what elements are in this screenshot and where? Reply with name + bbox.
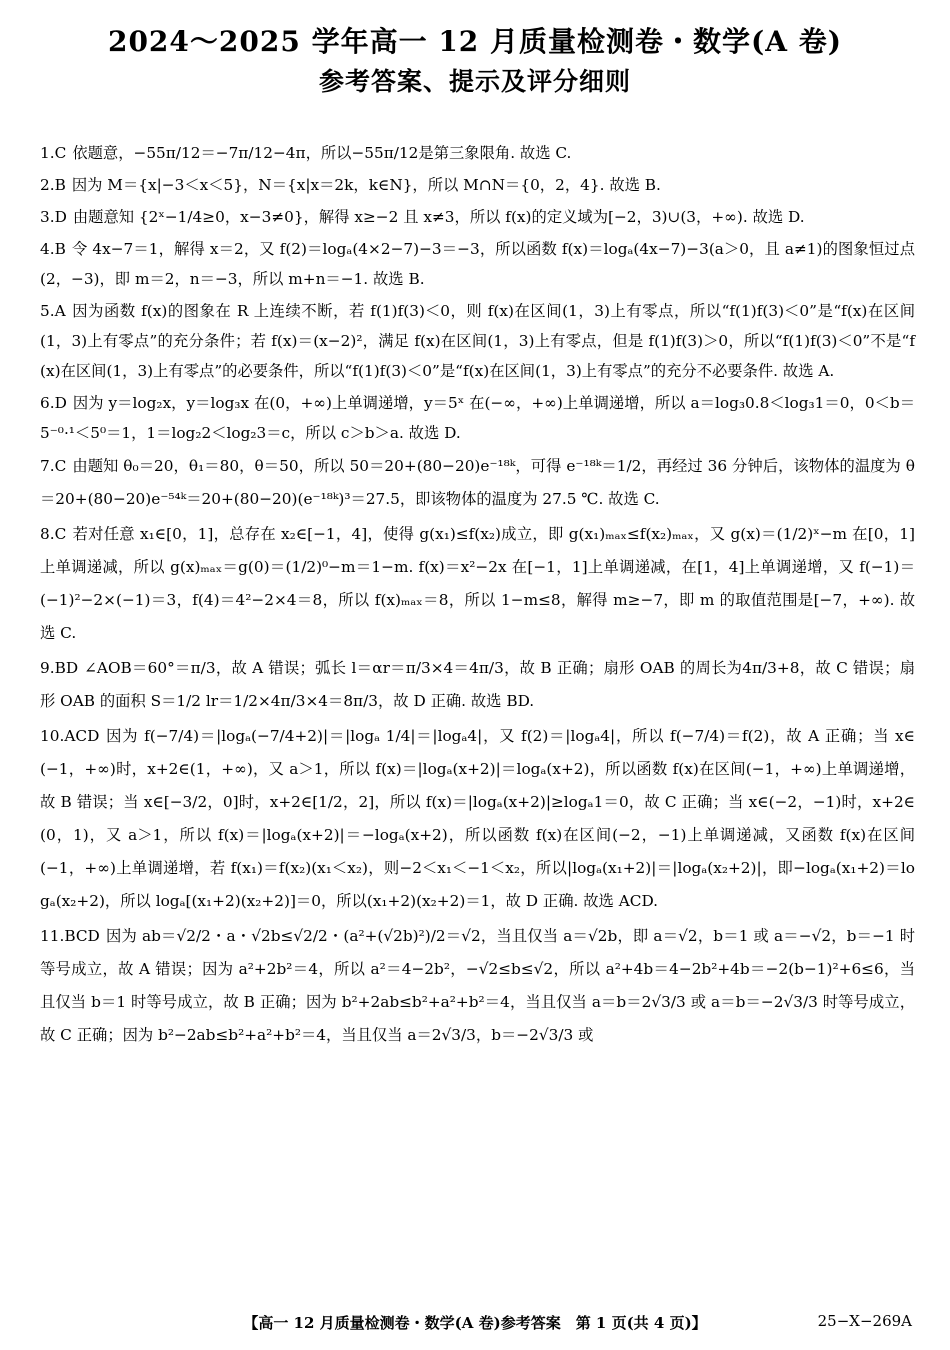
answer-item	[40, 202, 915, 232]
document-code: 25−X−269A	[817, 1312, 912, 1330]
answer-label: 10.ACD	[40, 727, 100, 745]
answer-label: 11.BCD	[40, 927, 100, 945]
answer-text: 因为 f(−7/4)＝|logₐ(−7/4+2)|＝|logₐ 1/4|＝|logₐ4|，又 f(2)＝|logₐ4|，所以 f(−7/4)＝f(2)，故 A 正确；当 x∈(−1，+∞)时，x+2∈(1，+∞)，又 a＞1，所以 f(x)＝|logₐ(x+2)|＝logₐ(x+2)，所以函数 f(x)在区间(−1，+∞)上单调递增，故 B 错误；当 x∈[−3/2，0]时，x+2∈[1/2，2]，所以 f(x)＝|logₐ(x+2)|≥logₐ1＝0，故 C 正确；当 x∈(−2，−1)时，x+2∈(0，1)，又 a＞1，所以 f(x)＝|logₐ(x+2)|＝−logₐ(x+2)，所以函数 f(x)在区间(−2，−1)上单调递减，又函数 f(x)在区间(−1，+∞)上单调递增，若 f(x₁)＝f(x₂)(x₁＜x₂)，则−2＜x₁＜−1＜x₂，所以|logₐ(x₁+2)|＝|logₐ(x₂+2)|，即−logₐ(x₁+2)＝logₐ(x₂+2)，所以 logₐ[(x₁+2)(x₂+2)]＝0，所以(x₁+2)(x₂+2)＝1，故 D 正确. 故选 ACD.	[40, 727, 915, 910]
answer-text: 由题意知 {2ˣ−1/4≥0，x−3≠0}，解得 x≥−2 且 x≠3，所以 f(x)的定义域为[−2，3)∪(3，+∞). 故选 D.	[72, 208, 805, 226]
answer-text: 令 4x−7＝1，解得 x＝2，又 f(2)＝logₐ(4×2−7)−3＝−3，所以函数 f(x)＝logₐ(4x−7)−3(a＞0，且 a≠1)的图象恒过点(2，−3)，即 m＝2，n＝−3，所以 m+n＝−1. 故选 B.	[40, 240, 915, 288]
answer-item	[40, 170, 915, 200]
answer-label: 5.A	[40, 302, 66, 320]
answer-text: 因为 y＝log₂x，y＝log₃x 在(0，+∞)上单调递增，y＝5ˣ 在(−∞，+∞)上单调递增，所以 a＝log₃0.8＜log₃1＝0，0＜b＝5⁻⁰·¹＜5⁰＝1，1＝log₂2＜log₂3＝c，所以 c＞b＞a. 故选 D.	[40, 394, 915, 442]
answer-label: 8.C	[40, 525, 67, 543]
page-footer	[0, 1312, 950, 1333]
answer-text: 因为 M＝{x|−3＜x＜5}，N＝{x|x＝2k，k∈N}，所以 M∩N＝{0，2，4}. 故选 B.	[71, 176, 661, 194]
answer-list	[40, 138, 915, 1054]
answer-item	[40, 920, 915, 1052]
answer-label: 1.C	[40, 144, 67, 162]
answer-label: 3.D	[40, 208, 67, 226]
page-title: 2024～2025 学年高一 12 月质量检测卷・数学(A 卷)	[107, 25, 843, 58]
answer-item	[40, 138, 915, 168]
answer-text: 依题意，−55π/12＝−7π/12−4π，所以−55π/12是第三象限角. 故选 C.	[72, 144, 572, 162]
answer-item	[40, 234, 915, 294]
answer-text: 由题知 θ₀＝20，θ₁＝80，θ＝50，所以 50＝20+(80−20)e⁻¹⁸ᵏ，可得 e⁻¹⁸ᵏ＝1/2，再经过 36 分钟后，该物体的温度为 θ＝20+(80−20)e⁻⁵⁴ᵏ＝20+(80−20)(e⁻¹⁸ᵏ)³＝27.5，即该物体的温度为 27.5 ℃. 故选 C.	[40, 457, 915, 508]
page-subtitle: 参考答案、提示及评分细则	[318, 67, 631, 96]
answer-item	[40, 296, 915, 386]
answer-label: 9.BD	[40, 659, 79, 677]
answer-item	[40, 388, 915, 448]
answer-item	[40, 518, 915, 650]
answer-text: 因为 ab＝√2/2・a・√2b≤√2/2・(a²+(√2b)²)/2＝√2，当且仅当 a＝√2b，即 a＝√2，b＝1 或 a＝−√2，b＝−1 时等号成立，故 A 错误；因为 a²+2b²＝4，所以 a²＝4−2b²，−√2≤b≤√2，所以 a²+4b＝4−2b²+4b＝−2(b−1)²+6≤6，当且仅当 b＝1 时等号成立，故 B 正确；因为 b²+2ab≤b²+a²+b²＝4，当且仅当 a＝b＝2√3/3 或 a＝b＝−2√3/3 时等号成立，故 C 正确；因为 b²−2ab≤b²+a²+b²＝4，当且仅当 a＝2√3/3，b＝−2√3/3 或	[40, 927, 915, 1044]
answer-item	[40, 720, 915, 918]
answer-text: ∠AOB＝60°＝π/3，故 A 错误；弧长 l＝αr＝π/3×4＝4π/3，故 B 正确；扇形 OAB 的周长为4π/3+8，故 C 错误；扇形 OAB 的面积 S＝1/2 lr＝1/2×4π/3×4＝8π/3，故 D 正确. 故选 BD.	[40, 659, 915, 710]
footer-text: 【高一 12 月质量检测卷・数学(A 卷)参考答案 第 1 页(共 4 页)】	[243, 1314, 707, 1332]
answer-label: 6.D	[40, 394, 67, 412]
answer-label: 2.B	[40, 176, 66, 194]
answer-item	[40, 652, 915, 718]
answer-item	[40, 450, 915, 516]
answer-text: 若对任意 x₁∈[0，1]，总存在 x₂∈[−1，4]，使得 g(x₁)≤f(x₂)成立，即 g(x₁)ₘₐₓ≤f(x₂)ₘₐₓ，又 g(x)＝(1/2)ˣ−m 在[0，1]上单调递减，所以 g(x)ₘₐₓ＝g(0)＝(1/2)⁰−m＝1−m. f(x)＝x²−2x 在[−1，1]上单调递减，在[1，4]上单调递增，又 f(−1)＝(−1)²−2×(−1)＝3，f(4)＝4²−2×4＝8，所以 f(x)ₘₐₓ＝8，所以 1−m≤8，解得 m≥−7，即 m 的取值范围是[−7，+∞). 故选 C.	[40, 525, 915, 642]
answer-label: 7.C	[40, 457, 67, 475]
answer-text: 因为函数 f(x)的图象在 R 上连续不断，若 f(1)f(3)＜0，则 f(x)在区间(1，3)上有零点，所以“f(1)f(3)＜0”是“f(x)在区间(1，3)上有零点”的充分条件；若 f(x)＝(x−2)²，满足 f(x)在区间(1，3)上有零点，但是 f(1)f(3)＞0，所以“f(1)f(3)＜0”不是“f(x)在区间(1，3)上有零点”的必要条件，所以“f(1)f(3)＜0”是“f(x)在区间(1，3)上有零点”的充分不必要条件. 故选 A.	[40, 302, 915, 380]
answer-label: 4.B	[40, 240, 66, 258]
